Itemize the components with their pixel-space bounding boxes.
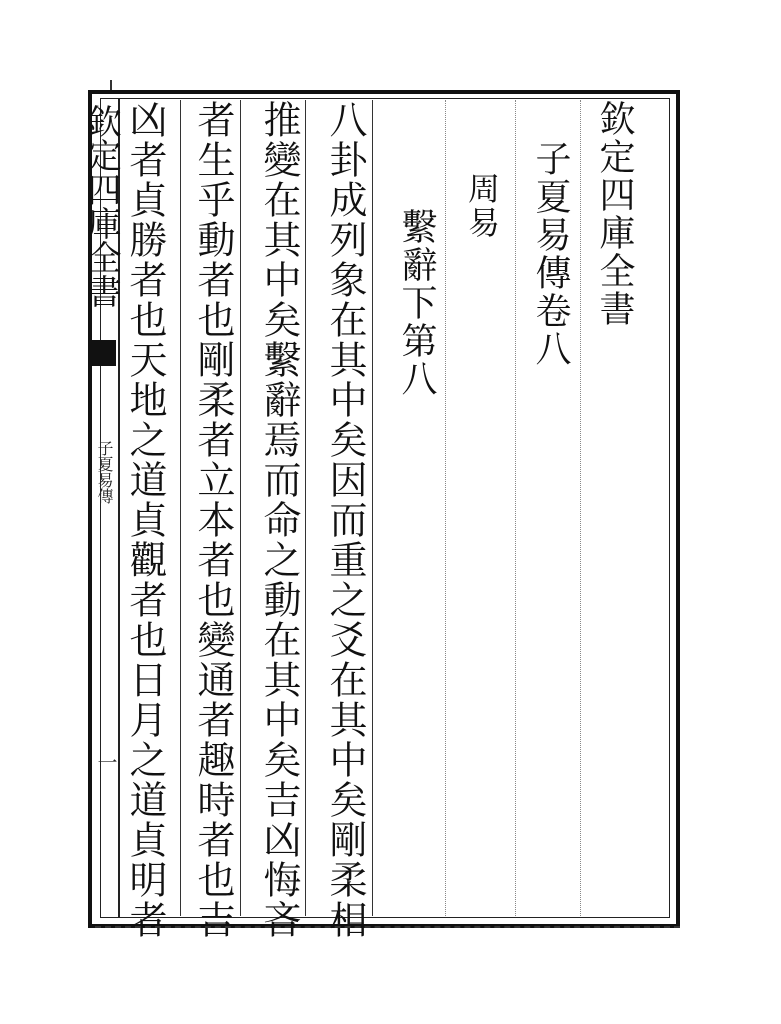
chapter-heading: 繫辭下第八: [396, 208, 437, 398]
column-rule: [240, 100, 241, 916]
text-column-1: 八卦成列象在其中矣因而重之爻在其中矣剛柔相: [323, 100, 367, 940]
column-rule: [180, 100, 181, 916]
collection-title: 欽定四庫全書: [594, 100, 635, 328]
column-rule: [580, 100, 581, 916]
column-rule: [372, 100, 373, 916]
edge-title: 欽定四庫全書: [81, 104, 121, 308]
column-rule: [445, 100, 446, 916]
text-column-3: 者生乎動者也剛柔者立本者也變通者趣時者也吉: [191, 100, 235, 940]
column-rule: [305, 100, 306, 916]
inner-border: [100, 98, 670, 918]
subject-heading: 周易: [463, 172, 501, 240]
bottom-rule: [95, 926, 680, 931]
column-rule: [515, 100, 516, 916]
edge-section: 子夏易傳: [95, 440, 114, 504]
edge-page-number: 一: [94, 752, 118, 772]
text-column-2: 推變在其中矣繫辭焉而命之動在其中矣吉凶悔吝: [257, 100, 301, 940]
book-title: 子夏易傳卷八: [530, 140, 571, 368]
text-column-4: 凶者貞勝者也天地之道貞觀者也日月之道貞明者: [123, 100, 167, 940]
fish-tail-mark: [92, 340, 116, 366]
